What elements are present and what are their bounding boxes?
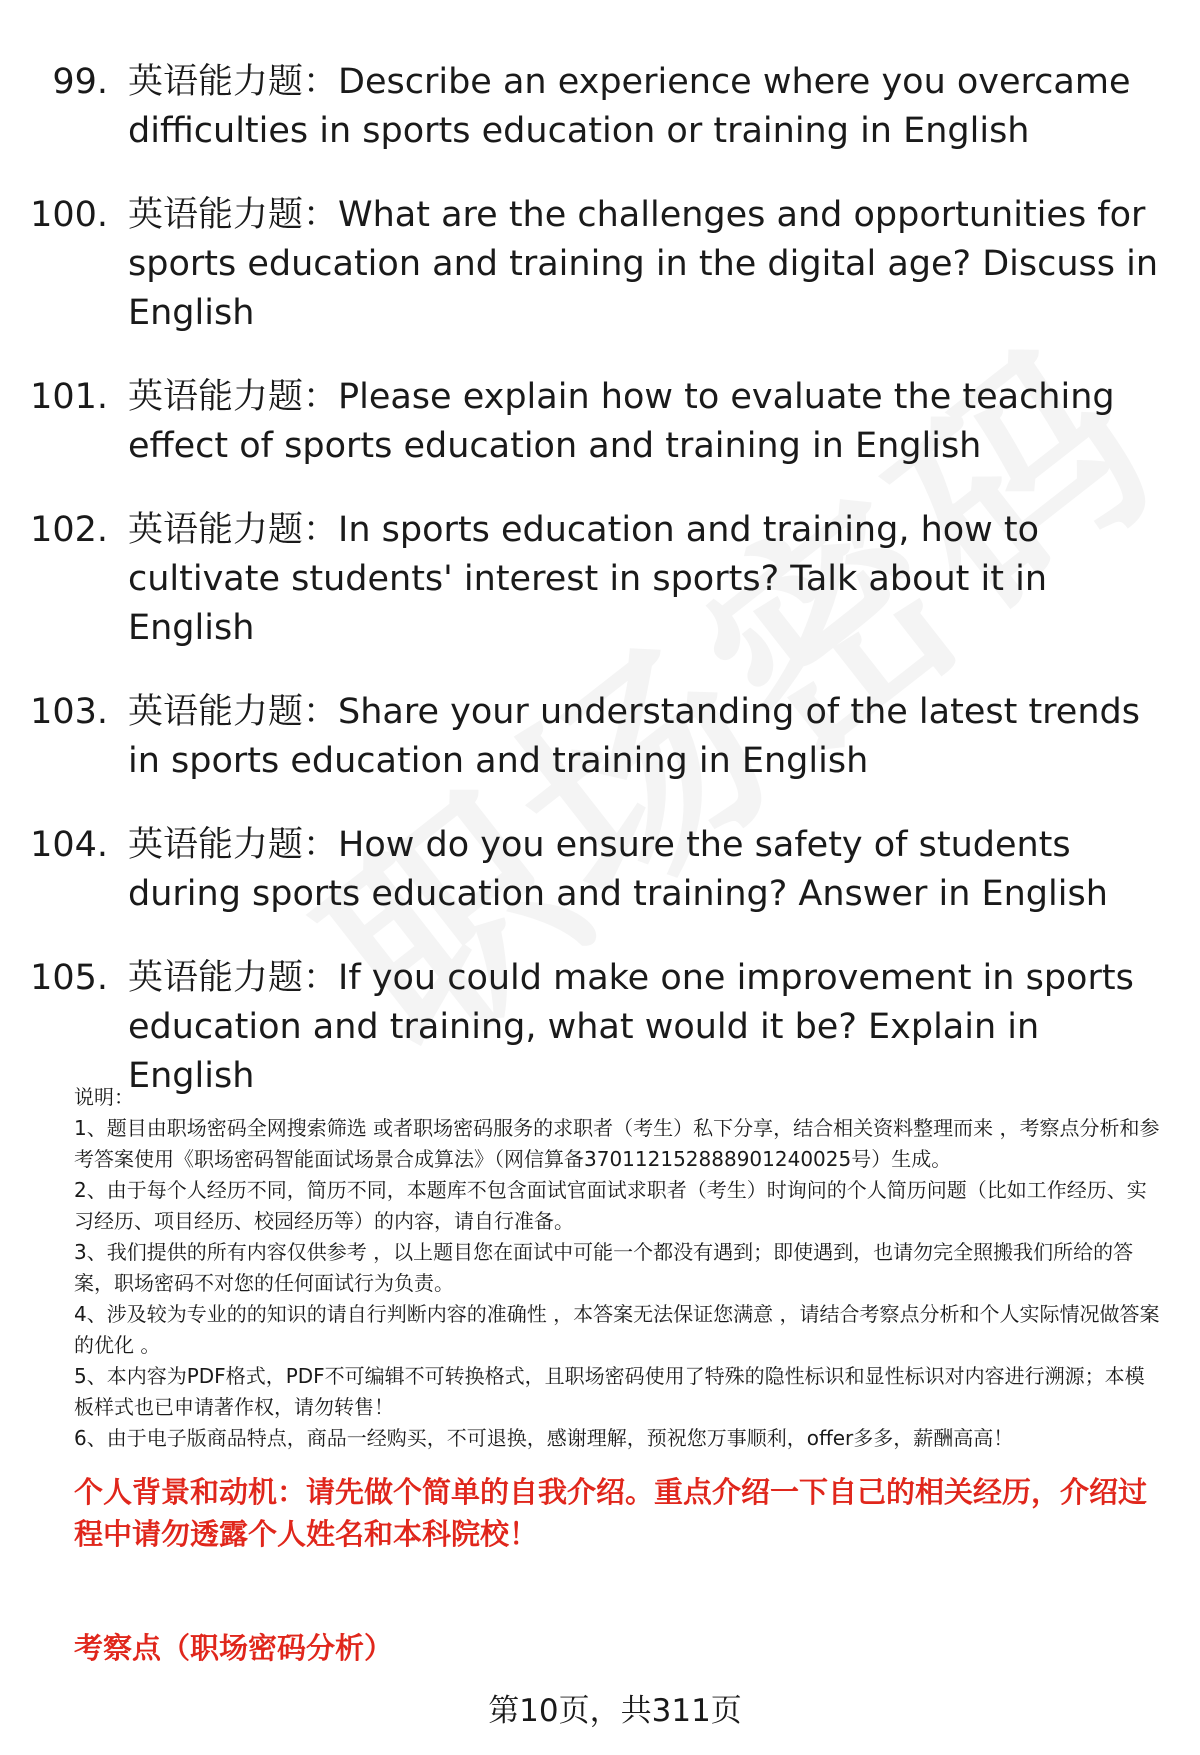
- question-item: [0, 688, 1200, 786]
- note-item: 1、题目由职场密码全网搜索筛选 或者职场密码服务的求职者（考生）私下分享，结合相关资料整理而来 ，考察点分析和参考答案使用《职场密码智能面试场景合成算法》（网信算备370112152888901240025号）生成。: [74, 1116, 1160, 1171]
- note-item: 6、由于电子版商品特点，商品一经购买，不可退换，感谢理解，预祝您万事顺利，offer多多，薪酬高高！: [74, 1426, 1014, 1450]
- question-text: 英语能力题：In sports education and training, how to cultivate students' interest in sports? Talk about it in English: [128, 510, 1048, 648]
- notes-title: 说明：: [74, 1085, 134, 1109]
- question-item: [0, 373, 1200, 471]
- question-number: 105.: [30, 958, 108, 998]
- question-number: 101.: [30, 377, 108, 417]
- question-text: 英语能力题：If you could make one improvement in sports education and training, what would it be? Explain in English: [128, 958, 1134, 1096]
- question-text: 英语能力题：What are the challenges and opportunities for sports education and training in the digital age? Discuss in English: [128, 195, 1159, 333]
- question-item: [0, 58, 1200, 156]
- question-item: [0, 954, 1200, 1101]
- note-item: 3、我们提供的所有内容仅供参考 ，以上题目您在面试中可能一个都没有遇到；即使遇到，也请勿完全照搬我们所给的答案，职场密码不对您的任何面试行为负责。: [74, 1240, 1134, 1295]
- question-text: 英语能力题：Describe an experience where you overcame difficulties in sports education or training in English: [128, 62, 1131, 151]
- question-text: 英语能力题：Please explain how to evaluate the teaching effect of sports education and training in English: [128, 377, 1115, 466]
- note-item: 2、由于每个人经历不同，简历不同，本题库不包含面试官面试求职者（考生）时询问的个人简历问题（比如工作经历、实习经历、项目经历、校园经历等）的内容，请自行准备。: [74, 1178, 1147, 1233]
- question-number: 100.: [30, 195, 108, 235]
- question-number: 99.: [52, 62, 108, 102]
- question-number: 102.: [30, 510, 108, 550]
- question-item: [0, 821, 1200, 919]
- question-list: [0, 58, 1200, 1136]
- question-text: 英语能力题：Share your understanding of the latest trends in sports education and training in English: [128, 692, 1140, 781]
- note-item: 4、涉及较为专业的的知识的请自行判断内容的准确性 ，本答案无法保证您满意 ，请结合考察点分析和个人实际情况做答案的优化 。: [74, 1302, 1160, 1357]
- question-item: [0, 506, 1200, 653]
- question-item: [0, 191, 1200, 338]
- question-number: 104.: [30, 825, 108, 865]
- page-number-footer: 第10页，共311页: [488, 1693, 742, 1729]
- note-item: 5、本内容为PDF格式，PDF不可编辑不可转换格式，且职场密码使用了特殊的隐性标识和显性标识对内容进行溯源；本模板样式也已申请著作权，请勿转售！: [74, 1364, 1145, 1419]
- question-text: 英语能力题：How do you ensure the safety of students during sports education and training? Answer in English: [128, 825, 1108, 914]
- exam-point-heading: 考察点（职场密码分析）: [74, 1631, 394, 1665]
- notes-section: [74, 1082, 1164, 1454]
- highlighted-question: 个人背景和动机：请先做个简单的自我介绍。重点介绍一下自己的相关经历，介绍过程中请勿透露个人姓名和本科院校！: [74, 1475, 1148, 1551]
- question-number: 103.: [30, 692, 108, 732]
